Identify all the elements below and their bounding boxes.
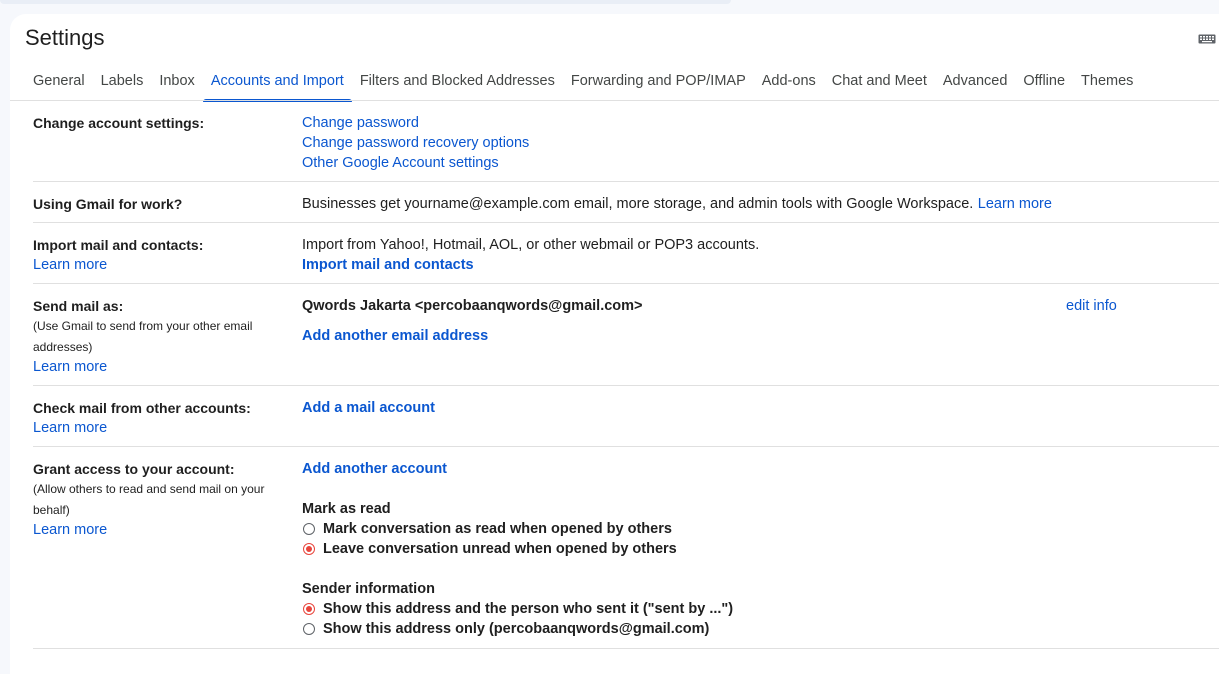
tab-themes[interactable]: Themes xyxy=(1081,73,1134,89)
sender-both-label[interactable]: Show this address and the person who sent it ("sent by ...") xyxy=(323,601,734,617)
mark-read-radio[interactable] xyxy=(303,523,315,535)
grant-learn-more[interactable]: Learn more xyxy=(33,522,108,538)
send-as-address: Qwords Jakarta <percobaanqwords@gmail.com> xyxy=(302,298,643,314)
tab-advanced[interactable]: Advanced xyxy=(942,73,1008,89)
settings-panel xyxy=(10,14,1219,674)
row-import xyxy=(33,223,1219,284)
row-change-account xyxy=(33,101,1219,182)
gmail-work-label: Using Gmail for work? xyxy=(33,196,183,212)
leave-unread-option[interactable] xyxy=(302,539,1202,559)
page-title: Settings xyxy=(25,25,105,50)
row-grant-access xyxy=(33,447,1219,649)
tab-accounts-and-import[interactable]: Accounts and Import xyxy=(203,66,352,101)
tab-inbox[interactable]: Inbox xyxy=(159,73,195,89)
leave-unread-radio[interactable] xyxy=(303,543,315,555)
change-recovery-link[interactable]: Change password recovery options xyxy=(302,135,530,151)
tab-chat-and-meet[interactable]: Chat and Meet xyxy=(831,73,927,89)
add-mail-account-link[interactable]: Add a mail account xyxy=(302,400,435,416)
send-as-label: Send mail as: xyxy=(33,298,124,314)
row-check-mail xyxy=(33,386,1219,447)
leave-unread-label[interactable]: Leave conversation unread when opened by others xyxy=(323,541,677,557)
google-account-settings-link[interactable]: Other Google Account settings xyxy=(302,155,499,171)
sender-both-option[interactable] xyxy=(302,599,1202,619)
change-account-label: Change account settings: xyxy=(33,115,205,131)
sender-only-radio[interactable] xyxy=(303,623,315,635)
settings-tabs xyxy=(25,66,1141,101)
import-learn-more[interactable]: Learn more xyxy=(33,257,108,273)
sender-info-heading: Sender information xyxy=(302,581,435,597)
grant-label: Grant access to your account: xyxy=(33,461,235,477)
sender-only-label[interactable]: Show this address only (percobaanqwords@gmail.com) xyxy=(323,621,710,637)
send-as-description: (Use Gmail to send from your other email addresses) xyxy=(33,319,253,354)
check-mail-label: Check mail from other accounts: xyxy=(33,400,251,416)
change-password-link[interactable]: Change password xyxy=(302,115,419,131)
edit-info-link[interactable]: edit info xyxy=(1066,298,1117,314)
send-as-learn-more[interactable]: Learn more xyxy=(33,359,108,375)
gmail-work-text: Businesses get yourname@example.com email, more storage, and admin tools with Google Workspace. xyxy=(302,196,974,212)
add-email-address-link[interactable]: Add another email address xyxy=(302,328,489,344)
import-text: Import from Yahoo!, Hotmail, AOL, or other webmail or POP3 accounts. xyxy=(302,237,760,253)
tab-forwarding[interactable]: Forwarding and POP/IMAP xyxy=(570,73,746,89)
sender-both-radio[interactable] xyxy=(303,603,315,615)
import-mail-contacts-link[interactable]: Import mail and contacts xyxy=(302,257,474,273)
tab-filters[interactable]: Filters and Blocked Addresses xyxy=(359,73,555,89)
tab-general[interactable]: General xyxy=(33,73,85,89)
tab-labels[interactable]: Labels xyxy=(100,73,144,89)
check-mail-learn-more[interactable]: Learn more xyxy=(33,420,108,436)
grant-description: (Allow others to read and send mail on your behalf) xyxy=(33,482,265,517)
row-send-as xyxy=(33,284,1219,386)
mark-read-label[interactable]: Mark conversation as read when opened by others xyxy=(323,521,672,537)
import-label: Import mail and contacts: xyxy=(33,237,204,253)
add-another-account-link[interactable]: Add another account xyxy=(302,461,448,477)
mark-as-read-heading: Mark as read xyxy=(302,501,391,517)
settings-rows xyxy=(10,101,1219,649)
gmail-work-learn-more[interactable]: Learn more xyxy=(977,196,1052,212)
tab-addons[interactable]: Add-ons xyxy=(761,73,816,89)
mark-read-option[interactable] xyxy=(302,519,1202,539)
row-gmail-work xyxy=(33,182,1219,223)
sender-only-option[interactable] xyxy=(302,619,1202,639)
tab-offline[interactable]: Offline xyxy=(1023,73,1066,89)
keyboard-icon[interactable] xyxy=(1198,34,1216,44)
top-bar-remnant xyxy=(0,0,731,4)
